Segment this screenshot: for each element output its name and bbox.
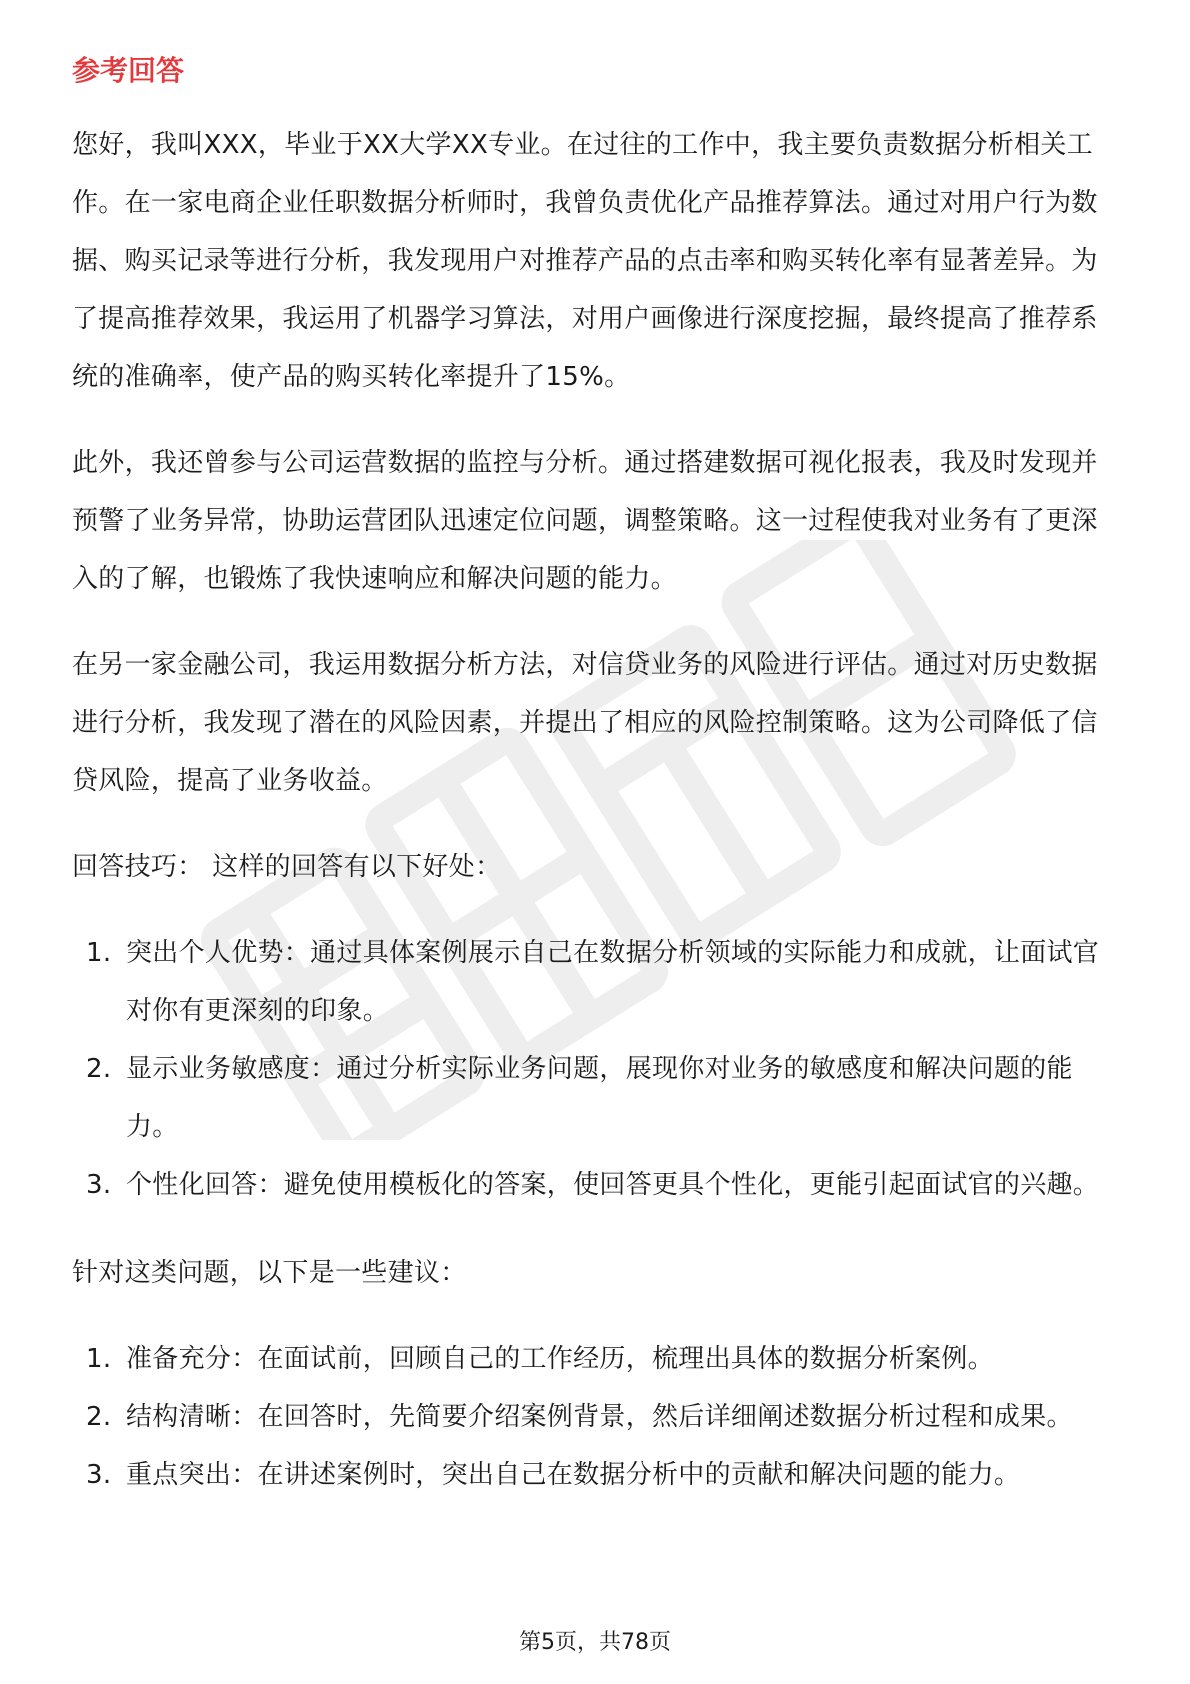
list-item-text: 个性化回答：避免使用模板化的答案，使回答更具个性化，更能引起面试官的兴趣。 — [126, 1170, 1100, 1200]
list-item-text: 准备充分：在面试前，回顾自己的工作经历，梳理出具体的数据分析案例。 — [126, 1344, 994, 1374]
list-item — [72, 1330, 1118, 1388]
list-number: 2. — [86, 1402, 112, 1432]
advice-heading: 针对这类问题，以下是一些建议： — [72, 1258, 467, 1288]
tips-heading: 回答技巧： 这样的回答有以下好处： — [72, 852, 502, 882]
list-number: 1. — [86, 938, 112, 968]
tips-list — [72, 924, 1118, 1214]
list-item — [72, 1040, 1118, 1156]
section-title: 参考回答 — [72, 54, 185, 87]
list-number: 3. — [86, 1460, 112, 1490]
list-item-text: 突出个人优势：通过具体案例展示自己在数据分析领域的实际能力和成就，让面试官对你有更深刻的印象。 — [126, 938, 1100, 1026]
list-item — [72, 1156, 1118, 1214]
advice-list — [72, 1330, 1118, 1504]
list-item-text: 重点突出：在讲述案例时，突出自己在数据分析中的贡献和解决问题的能力。 — [126, 1460, 1021, 1490]
main-content — [72, 48, 1118, 1534]
answer-paragraph-3: 在另一家金融公司，我运用数据分析方法，对信贷业务的风险进行评估。通过对历史数据进行分析，我发现了潜在的风险因素，并提出了相应的风险控制策略。这为公司降低了信贷风险，提高了业务收益。 — [72, 650, 1098, 796]
answer-paragraph-1: 您好，我叫XXX，毕业于XX大学XX专业。在过往的工作中，我主要负责数据分析相关工作。在一家电商企业任职数据分析师时，我曾负责优化产品推荐算法。通过对用户行为数据、购买记录等进行分析，我发现用户对推荐产品的点击率和购买转化率有显著差异。为了提高推荐效果，我运用了机器学习算法，对用户画像进行深度挖掘，最终提高了推荐系统的准确率，使产品的购买转化率提升了15%。 — [72, 130, 1098, 392]
page-number-footer: 第5页，共78页 — [519, 1630, 671, 1655]
list-number: 3. — [86, 1170, 112, 1200]
list-item-text: 显示业务敏感度：通过分析实际业务问题，展现你对业务的敏感度和解决问题的能力。 — [126, 1054, 1073, 1142]
list-item — [72, 924, 1118, 1040]
list-number: 2. — [86, 1054, 112, 1084]
list-number: 1. — [86, 1344, 112, 1374]
list-item-text: 结构清晰：在回答时，先简要介绍案例背景，然后详细阐述数据分析过程和成果。 — [126, 1402, 1073, 1432]
answer-paragraph-2: 此外，我还曾参与公司运营数据的监控与分析。通过搭建数据可视化报表，我及时发现并预警了业务异常，协助运营团队迅速定位问题，调整策略。这一过程使我对业务有了更深入的了解，也锻炼了我快速响应和解决问题的能力。 — [72, 448, 1098, 594]
list-item — [72, 1388, 1118, 1446]
list-item — [72, 1446, 1118, 1504]
